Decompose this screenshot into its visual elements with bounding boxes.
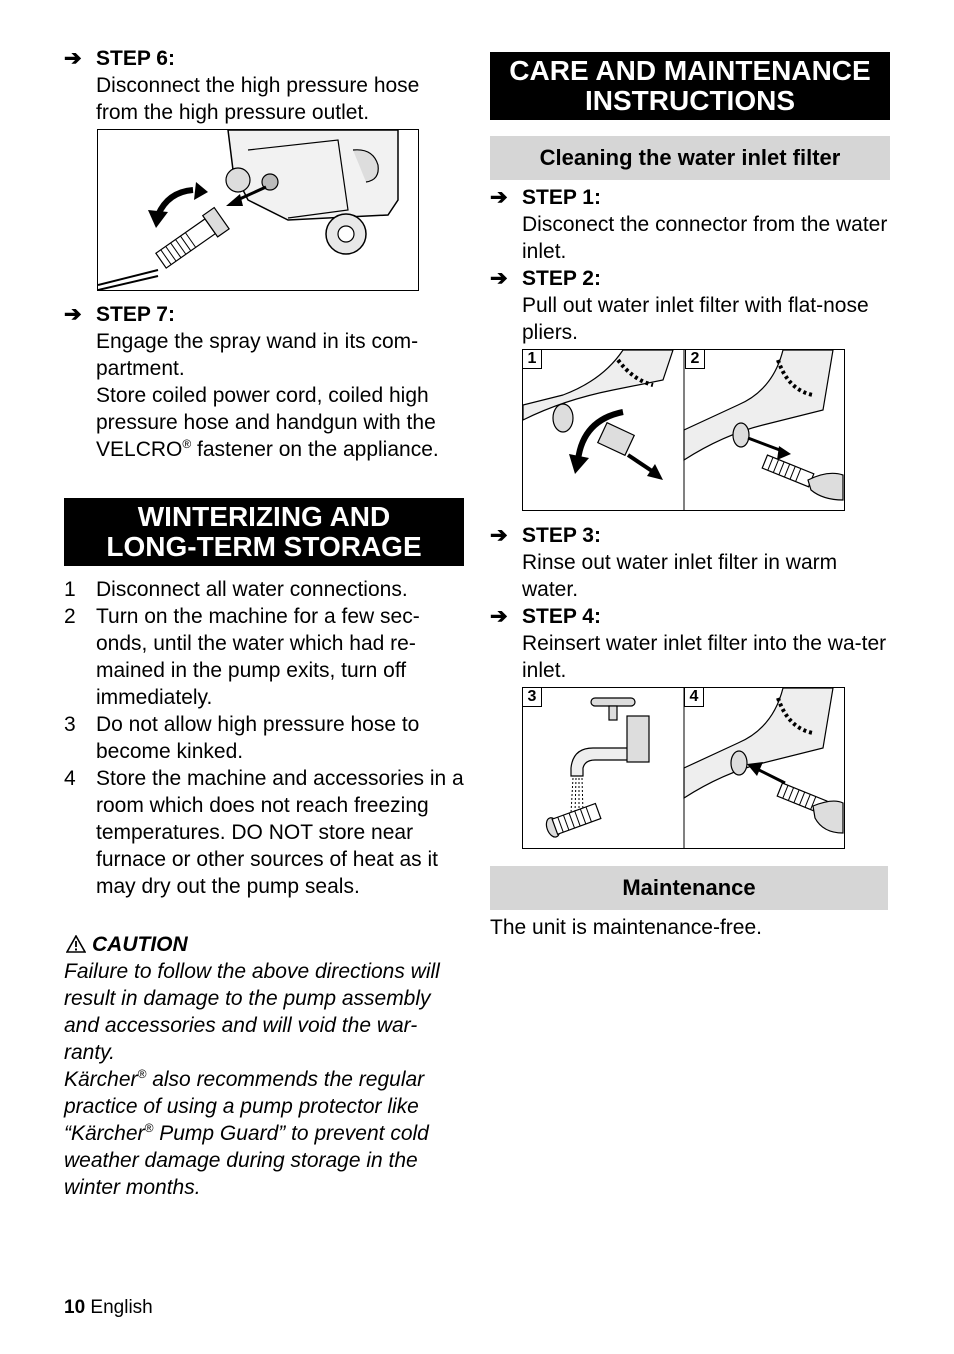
footer-language: English bbox=[90, 1297, 153, 1318]
caution-text: Failure to follow the above directions will result in damage to the pump assembly and accessories and will void the war-ranty. Kärcher® also recommends the regular practice of using a pump protector like “Kärcher® Pump Guard” to prevent cold weather damage during storage in the winter months. bbox=[64, 960, 440, 1199]
list-item: 2 Turn on the machine for a few sec-onds, until the water which had re-mained in the pump exits, turn off immediately. bbox=[64, 605, 420, 709]
panel-2-label: 2 bbox=[685, 350, 705, 369]
registered-mark: ® bbox=[182, 437, 192, 451]
winterizing-list bbox=[64, 576, 466, 900]
filter-heading: Cleaning the water inlet filter bbox=[490, 136, 890, 180]
warning-triangle-icon bbox=[66, 935, 86, 953]
page-number: 10 bbox=[64, 1297, 86, 1318]
step-6-text: Disconnect the high pressure hose from the high pressure outlet. bbox=[96, 74, 420, 124]
filter-removal-figure bbox=[522, 349, 845, 511]
list-item: 1 Disconnect all water connections. bbox=[64, 578, 408, 601]
care-maintenance-title: CARE AND MAINTENANCE INSTRUCTIONS bbox=[490, 52, 890, 120]
step-2-text: Pull out water inlet filter with flat-nose pliers. bbox=[522, 294, 869, 344]
caution-block bbox=[64, 931, 464, 1201]
list-item: 4 Store the machine and accessories in a room which does not reach freezing temperatures. DO NOT store near furnace or other sources of heat as it may dry out the pump seals. bbox=[64, 767, 464, 898]
step-6-heading: ➔ STEP 6: bbox=[64, 47, 175, 70]
step-7-text: Engage the spray wand in its com-partment. Store coiled power cord, coiled high pressure hose and handgun with the VELCRO® fastener on the appliance. bbox=[96, 330, 439, 461]
arrow-icon: ➔ bbox=[64, 303, 82, 326]
arrow-icon: ➔ bbox=[490, 524, 508, 547]
step-1-heading: ➔ STEP 1: bbox=[490, 186, 601, 209]
step-4-heading: ➔ STEP 4: bbox=[490, 605, 601, 628]
step-4-text: Reinsert water inlet filter into the wa-ter inlet. bbox=[522, 632, 887, 682]
panel-1-label: 1 bbox=[523, 350, 542, 369]
winterizing-title: WINTERIZING AND LONG-TERM STORAGE bbox=[64, 498, 464, 566]
panel-3-label: 3 bbox=[523, 688, 542, 707]
caution-heading: CAUTION bbox=[64, 931, 464, 958]
hose-disconnect-figure bbox=[97, 129, 419, 291]
maintenance-text: The unit is maintenance-free. bbox=[490, 916, 762, 939]
filter-rinse-reinsert-figure bbox=[522, 687, 845, 849]
arrow-icon: ➔ bbox=[490, 267, 508, 290]
list-item: 3 Do not allow high pressure hose to become kinked. bbox=[64, 713, 420, 763]
maintenance-heading: Maintenance bbox=[490, 866, 888, 910]
step-2-heading: ➔ STEP 2: bbox=[490, 267, 601, 290]
arrow-icon: ➔ bbox=[64, 47, 82, 70]
arrow-icon: ➔ bbox=[490, 186, 508, 209]
step-3-text: Rinse out water inlet filter in warm water. bbox=[522, 551, 838, 601]
arrow-icon: ➔ bbox=[490, 605, 508, 628]
step-7-heading: ➔ STEP 7: bbox=[64, 303, 175, 326]
step-3-heading: ➔ STEP 3: bbox=[490, 524, 601, 547]
step-1-text: Disconect the connector from the water inlet. bbox=[522, 213, 888, 263]
page-footer bbox=[64, 1296, 153, 1320]
panel-4-label: 4 bbox=[684, 688, 704, 707]
